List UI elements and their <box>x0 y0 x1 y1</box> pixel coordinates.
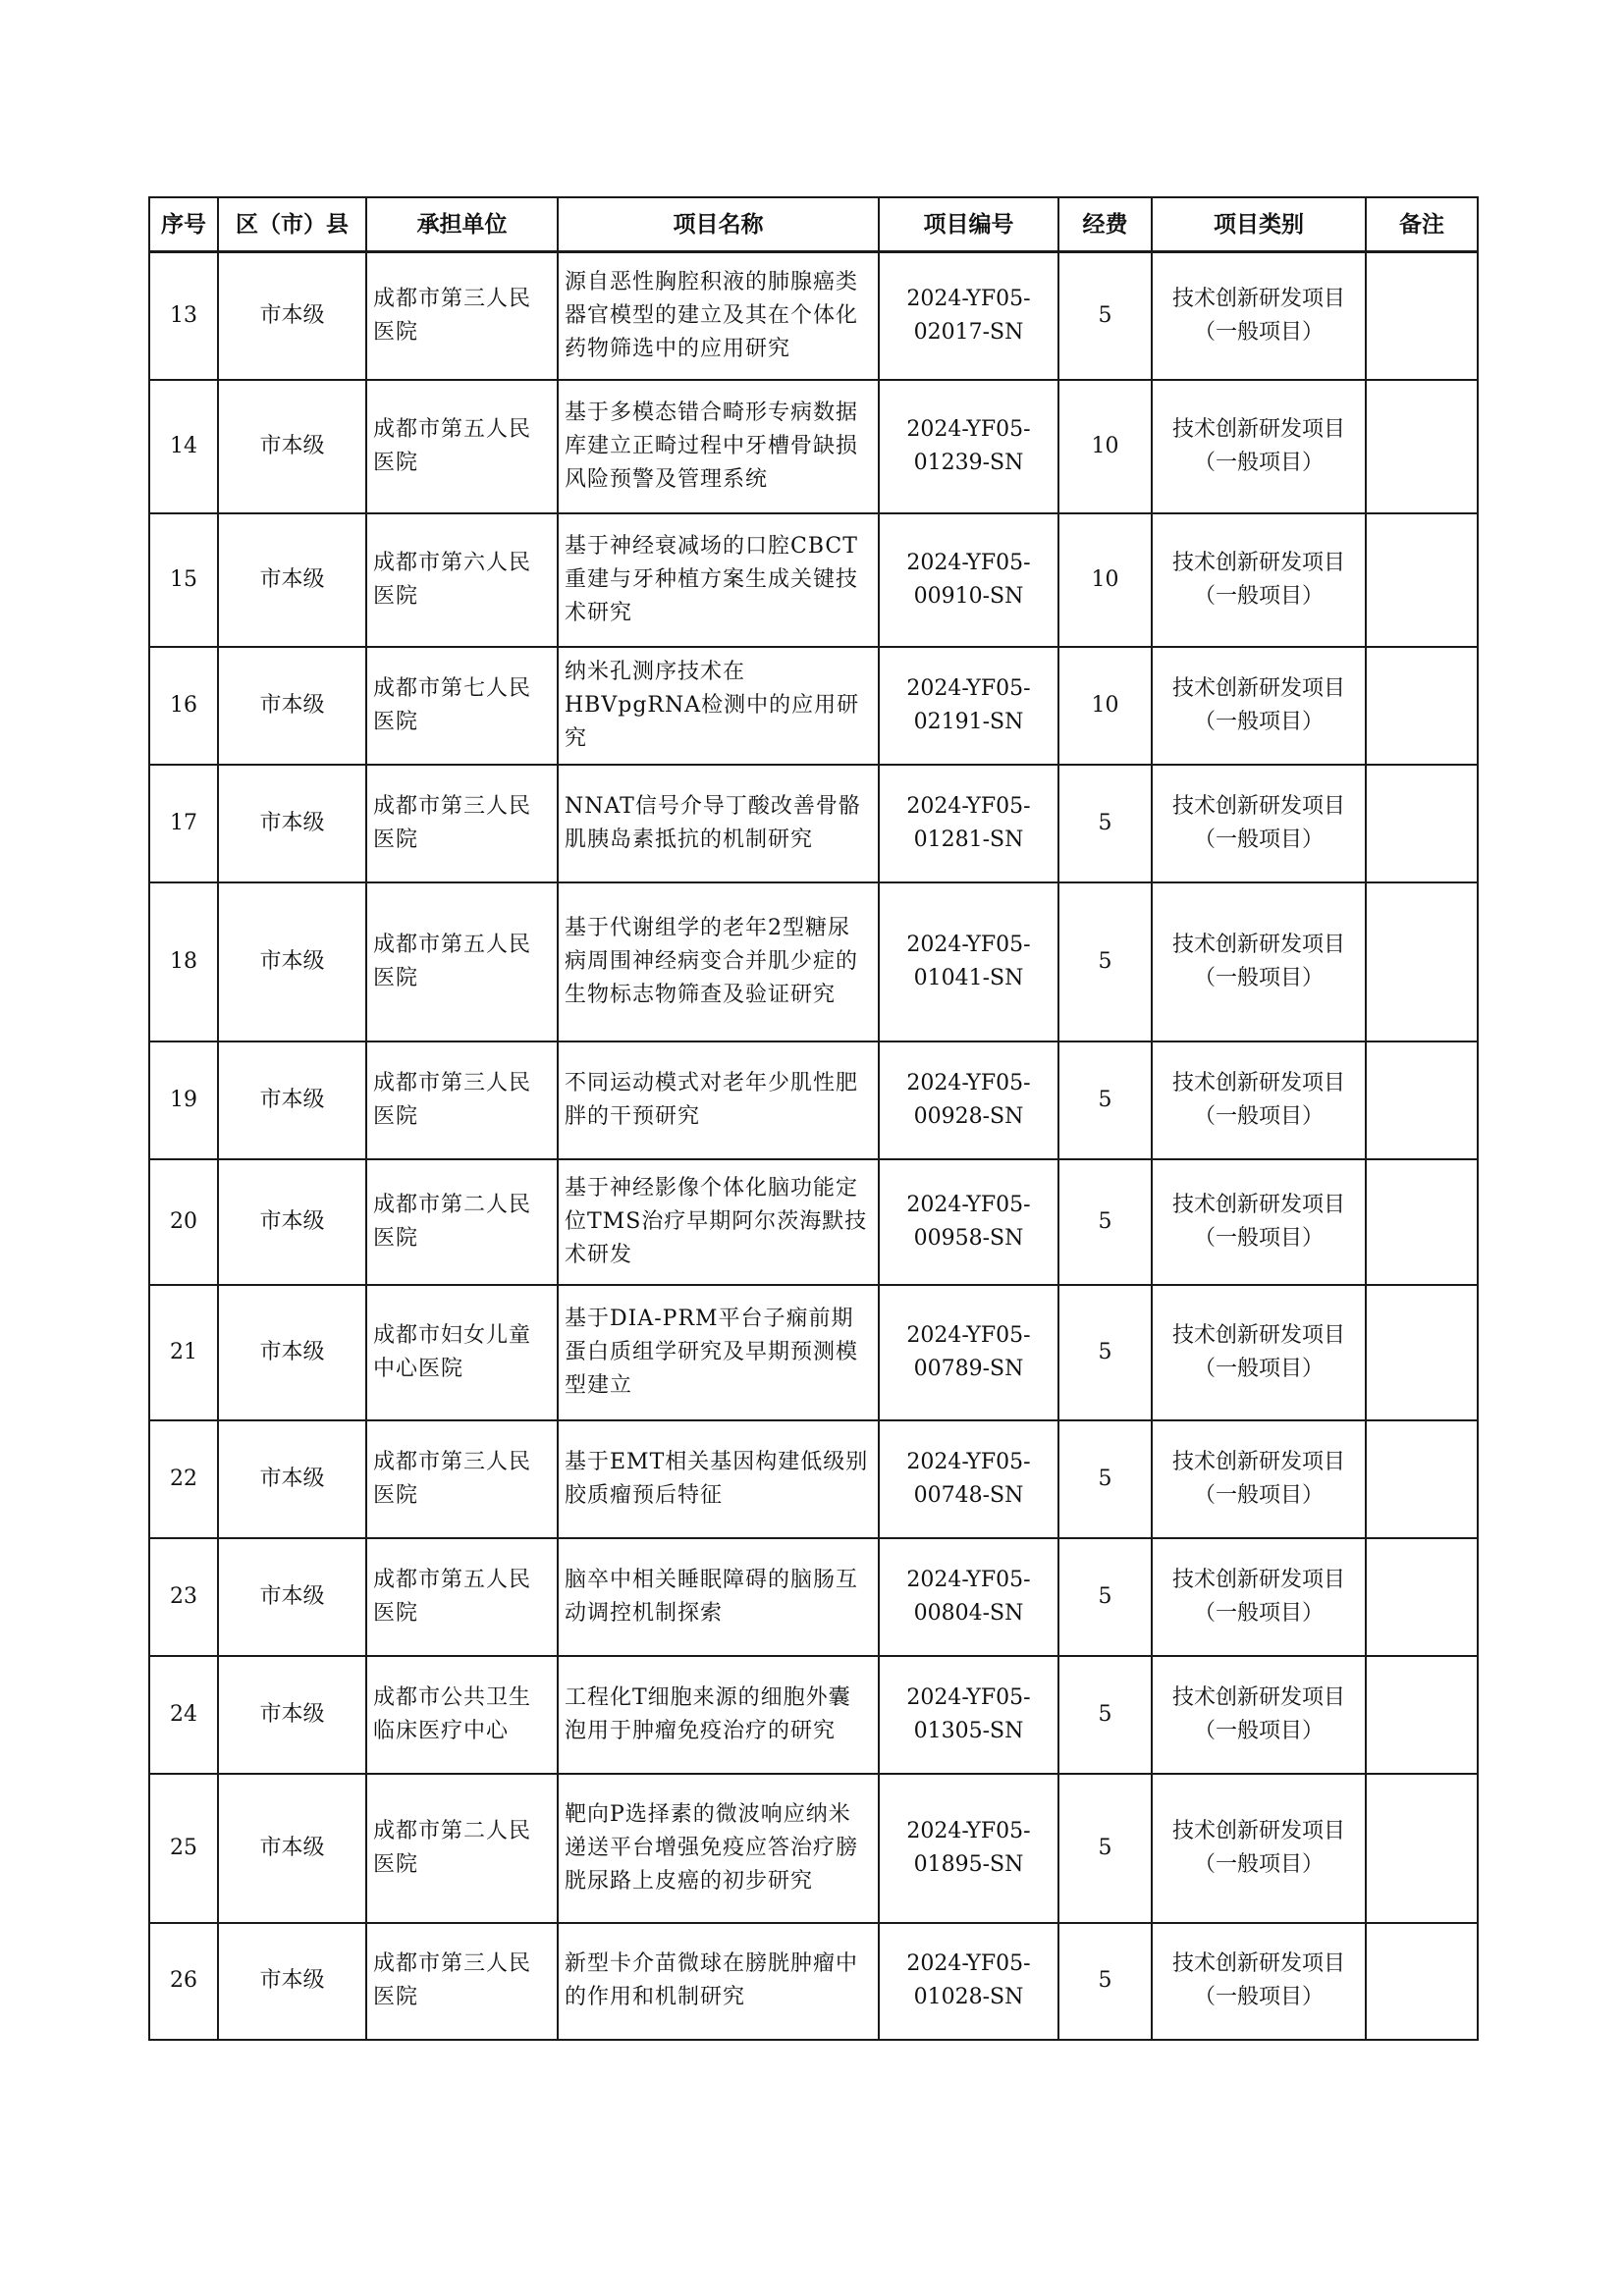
cell-funding: 5 <box>1058 765 1152 882</box>
header-project-name: 项目名称 <box>558 197 879 252</box>
cell-project-name: 源自恶性胸腔积液的肺腺癌类器官模型的建立及其在个体化药物筛选中的应用研究 <box>558 252 879 380</box>
cell-no: 18 <box>149 882 218 1041</box>
cell-district: 市本级 <box>218 882 366 1041</box>
cell-category: 技术创新研发项目 （一般项目） <box>1152 1159 1366 1285</box>
cell-project-name: 脑卒中相关睡眠障碍的脑肠互动调控机制探索 <box>558 1538 879 1656</box>
table-row <box>149 1656 1478 1774</box>
cell-project-code: 2024-YF05- 00748-SN <box>879 1420 1058 1538</box>
cell-unit: 成都市第二人民医院 <box>366 1774 558 1923</box>
cell-district: 市本级 <box>218 1420 366 1538</box>
cell-category: 技术创新研发项目 （一般项目） <box>1152 252 1366 380</box>
cell-project-code: 2024-YF05- 01028-SN <box>879 1923 1058 2040</box>
cell-remark <box>1366 1420 1478 1538</box>
table-row <box>149 765 1478 882</box>
cell-district: 市本级 <box>218 1656 366 1774</box>
cell-unit: 成都市第三人民医院 <box>366 1041 558 1159</box>
cell-category: 技术创新研发项目 （一般项目） <box>1152 513 1366 647</box>
table-row <box>149 647 1478 765</box>
cell-funding: 10 <box>1058 513 1152 647</box>
cell-remark <box>1366 513 1478 647</box>
cell-category: 技术创新研发项目 （一般项目） <box>1152 1420 1366 1538</box>
cell-unit: 成都市妇女儿童中心医院 <box>366 1285 558 1420</box>
cell-remark <box>1366 1285 1478 1420</box>
cell-project-name: NNAT信号介导丁酸改善骨骼肌胰岛素抵抗的机制研究 <box>558 765 879 882</box>
cell-project-name: 基于神经影像个体化脑功能定位TMS治疗早期阿尔茨海默技术研发 <box>558 1159 879 1285</box>
cell-funding: 5 <box>1058 1041 1152 1159</box>
cell-remark <box>1366 1538 1478 1656</box>
cell-category: 技术创新研发项目 （一般项目） <box>1152 1041 1366 1159</box>
cell-project-name: 工程化T细胞来源的细胞外囊泡用于肿瘤免疫治疗的研究 <box>558 1656 879 1774</box>
cell-project-code: 2024-YF05- 00958-SN <box>879 1159 1058 1285</box>
cell-remark <box>1366 1656 1478 1774</box>
cell-funding: 5 <box>1058 1923 1152 2040</box>
cell-unit: 成都市第二人民医院 <box>366 1159 558 1285</box>
header-no: 序号 <box>149 197 218 252</box>
cell-category: 技术创新研发项目 （一般项目） <box>1152 1538 1366 1656</box>
header-district: 区（市）县 <box>218 197 366 252</box>
cell-district: 市本级 <box>218 1041 366 1159</box>
header-category: 项目类别 <box>1152 197 1366 252</box>
cell-district: 市本级 <box>218 513 366 647</box>
table-row <box>149 882 1478 1041</box>
cell-project-name: 基于神经衰减场的口腔CBCT重建与牙种植方案生成关键技术研究 <box>558 513 879 647</box>
cell-unit: 成都市第三人民医院 <box>366 252 558 380</box>
cell-district: 市本级 <box>218 1285 366 1420</box>
cell-no: 20 <box>149 1159 218 1285</box>
cell-project-code: 2024-YF05- 01281-SN <box>879 765 1058 882</box>
cell-project-name: 基于代谢组学的老年2型糖尿病周围神经病变合并肌少症的生物标志物筛查及验证研究 <box>558 882 879 1041</box>
cell-remark <box>1366 647 1478 765</box>
cell-unit: 成都市第五人民医院 <box>366 1538 558 1656</box>
cell-no: 23 <box>149 1538 218 1656</box>
cell-project-code: 2024-YF05- 00910-SN <box>879 513 1058 647</box>
table-row <box>149 1159 1478 1285</box>
cell-remark <box>1366 1159 1478 1285</box>
cell-no: 17 <box>149 765 218 882</box>
cell-remark <box>1366 252 1478 380</box>
cell-remark <box>1366 1041 1478 1159</box>
cell-project-code: 2024-YF05- 02017-SN <box>879 252 1058 380</box>
cell-funding: 5 <box>1058 1159 1152 1285</box>
cell-funding: 5 <box>1058 1420 1152 1538</box>
cell-category: 技术创新研发项目 （一般项目） <box>1152 765 1366 882</box>
cell-project-code: 2024-YF05- 00804-SN <box>879 1538 1058 1656</box>
cell-no: 19 <box>149 1041 218 1159</box>
cell-remark <box>1366 765 1478 882</box>
cell-unit: 成都市第七人民医院 <box>366 647 558 765</box>
cell-project-name: 基于多模态错合畸形专病数据库建立正畸过程中牙槽骨缺损风险预警及管理系统 <box>558 380 879 513</box>
cell-no: 21 <box>149 1285 218 1420</box>
cell-unit: 成都市公共卫生临床医疗中心 <box>366 1656 558 1774</box>
cell-remark <box>1366 1774 1478 1923</box>
table-row <box>149 380 1478 513</box>
cell-funding: 10 <box>1058 380 1152 513</box>
cell-no: 16 <box>149 647 218 765</box>
table-row <box>149 1285 1478 1420</box>
table-row <box>149 1041 1478 1159</box>
cell-project-code: 2024-YF05- 01041-SN <box>879 882 1058 1041</box>
cell-district: 市本级 <box>218 1774 366 1923</box>
cell-category: 技术创新研发项目 （一般项目） <box>1152 380 1366 513</box>
cell-no: 14 <box>149 380 218 513</box>
table-header-row <box>149 197 1478 252</box>
cell-district: 市本级 <box>218 765 366 882</box>
project-table <box>148 196 1479 2041</box>
cell-project-name: 不同运动模式对老年少肌性肥胖的干预研究 <box>558 1041 879 1159</box>
cell-project-name: 基于EMT相关基因构建低级别胶质瘤预后特征 <box>558 1420 879 1538</box>
cell-district: 市本级 <box>218 252 366 380</box>
table-body <box>149 252 1478 2040</box>
cell-funding: 10 <box>1058 647 1152 765</box>
header-funding: 经费 <box>1058 197 1152 252</box>
cell-unit: 成都市第三人民医院 <box>366 765 558 882</box>
cell-category: 技术创新研发项目 （一般项目） <box>1152 882 1366 1041</box>
table-row <box>149 252 1478 380</box>
cell-district: 市本级 <box>218 380 366 513</box>
table-row <box>149 513 1478 647</box>
cell-category: 技术创新研发项目 （一般项目） <box>1152 647 1366 765</box>
cell-project-name: 靶向P选择素的微波响应纳米递送平台增强免疫应答治疗膀胱尿路上皮癌的初步研究 <box>558 1774 879 1923</box>
cell-no: 22 <box>149 1420 218 1538</box>
table-row <box>149 1420 1478 1538</box>
cell-district: 市本级 <box>218 647 366 765</box>
cell-category: 技术创新研发项目 （一般项目） <box>1152 1285 1366 1420</box>
cell-funding: 5 <box>1058 1774 1152 1923</box>
cell-remark <box>1366 1923 1478 2040</box>
cell-no: 24 <box>149 1656 218 1774</box>
cell-funding: 5 <box>1058 1285 1152 1420</box>
cell-project-code: 2024-YF05- 01239-SN <box>879 380 1058 513</box>
cell-unit: 成都市第五人民医院 <box>366 380 558 513</box>
cell-no: 26 <box>149 1923 218 2040</box>
cell-no: 15 <box>149 513 218 647</box>
cell-unit: 成都市第六人民医院 <box>366 513 558 647</box>
cell-funding: 5 <box>1058 252 1152 380</box>
cell-unit: 成都市第三人民医院 <box>366 1420 558 1538</box>
cell-project-name: 基于DIA-PRM平台子痫前期蛋白质组学研究及早期预测模型建立 <box>558 1285 879 1420</box>
cell-category: 技术创新研发项目 （一般项目） <box>1152 1656 1366 1774</box>
table-row <box>149 1538 1478 1656</box>
cell-unit: 成都市第五人民医院 <box>366 882 558 1041</box>
cell-project-code: 2024-YF05- 01895-SN <box>879 1774 1058 1923</box>
cell-remark <box>1366 380 1478 513</box>
cell-funding: 5 <box>1058 1538 1152 1656</box>
cell-project-code: 2024-YF05- 00789-SN <box>879 1285 1058 1420</box>
cell-project-name: 纳米孔测序技术在HBVpgRNA检测中的应用研究 <box>558 647 879 765</box>
table-row <box>149 1774 1478 1923</box>
header-project-code: 项目编号 <box>879 197 1058 252</box>
cell-project-name: 新型卡介苗微球在膀胱肿瘤中的作用和机制研究 <box>558 1923 879 2040</box>
cell-district: 市本级 <box>218 1923 366 2040</box>
cell-unit: 成都市第三人民医院 <box>366 1923 558 2040</box>
cell-category: 技术创新研发项目 （一般项目） <box>1152 1923 1366 2040</box>
cell-district: 市本级 <box>218 1159 366 1285</box>
cell-funding: 5 <box>1058 1656 1152 1774</box>
cell-district: 市本级 <box>218 1538 366 1656</box>
table-row <box>149 1923 1478 2040</box>
cell-category: 技术创新研发项目 （一般项目） <box>1152 1774 1366 1923</box>
cell-no: 13 <box>149 252 218 380</box>
header-unit: 承担单位 <box>366 197 558 252</box>
cell-project-code: 2024-YF05- 01305-SN <box>879 1656 1058 1774</box>
header-remark: 备注 <box>1366 197 1478 252</box>
cell-remark <box>1366 882 1478 1041</box>
cell-funding: 5 <box>1058 882 1152 1041</box>
cell-project-code: 2024-YF05- 02191-SN <box>879 647 1058 765</box>
cell-no: 25 <box>149 1774 218 1923</box>
cell-project-code: 2024-YF05- 00928-SN <box>879 1041 1058 1159</box>
